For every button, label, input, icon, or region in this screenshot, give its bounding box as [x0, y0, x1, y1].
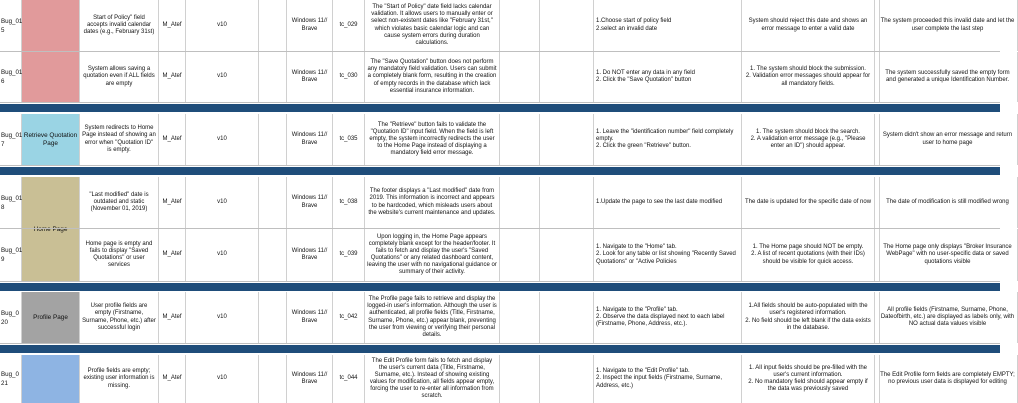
reporter-cell[interactable]: M_Atef: [159, 355, 186, 403]
steps-cell[interactable]: 1. Navigate to the "Home" tab. 2. Look for any table or list showing "Recently Saved Quotations" or "Active Policies: [594, 229, 742, 281]
empty-cell[interactable]: [540, 52, 594, 102]
table-row[interactable]: [0, 292, 1015, 344]
section-separator: [0, 283, 1000, 291]
empty-cell[interactable]: [500, 177, 540, 228]
environment-cell[interactable]: Windows 11// Brave: [287, 177, 333, 228]
reporter-cell[interactable]: M_Atef: [159, 229, 186, 281]
table-row[interactable]: [0, 177, 1009, 229]
bug-id-cell[interactable]: Bug_01 9: [0, 229, 22, 281]
expected-result-cell[interactable]: 1. The system should block the submission. 2. Validation error messages should appear for all mandatory fields.: [742, 52, 875, 102]
version-cell[interactable]: v10: [186, 177, 259, 228]
expected-result-cell[interactable]: 1.All fields should be auto-populated with the user's registered information. 2. No field should be left blank if the data exists in the database.: [742, 292, 875, 343]
module-spacer: [22, 114, 80, 165]
empty-cell[interactable]: [540, 355, 594, 403]
steps-cell[interactable]: 1. Navigate to the "Edit Profile" tab. 2. Inspect the input fields (Firstname, Surname, Address, etc.): [594, 355, 742, 403]
reporter-cell[interactable]: M_Atef: [159, 52, 186, 102]
testcase-cell[interactable]: tc_030: [333, 52, 365, 102]
testcase-cell[interactable]: tc_035: [333, 114, 365, 165]
module-cell-home-page[interactable]: Home Page: [22, 177, 80, 282]
testcase-cell[interactable]: tc_044: [333, 355, 365, 403]
expected-result-cell[interactable]: 1. All input fields should be pre-filled with the user's current information. 2. No mandatory field should appear empty if the data was previously saved: [742, 355, 875, 403]
testcase-cell[interactable]: tc_038: [333, 177, 365, 228]
environment-cell[interactable]: Windows 11// Brave: [287, 0, 333, 51]
bug-id-cell[interactable]: Bug_0 20: [0, 292, 22, 343]
description-cell[interactable]: The "Save Quotation" button does not perform any mandatory field validation. Users can submit a completely blank form, resulting in the creation of empty records in the database which lack essential insurance information.: [365, 52, 500, 102]
empty-cell[interactable]: [540, 114, 594, 165]
bug-id-cell[interactable]: Bug_01 5: [0, 0, 22, 51]
empty-cell[interactable]: [500, 0, 540, 51]
testcase-cell[interactable]: tc_039: [333, 229, 365, 281]
steps-cell[interactable]: 1. Navigate to the "Profile" tab. 2. Observe the data displayed next to each label (Firstname, Phone, Address, etc.).: [594, 292, 742, 343]
version-cell[interactable]: v10: [186, 114, 259, 165]
module-cell-retrieve-quotation[interactable]: Retrieve Quotation Page: [22, 114, 80, 166]
environment-cell[interactable]: Windows 11// Brave: [287, 114, 333, 165]
empty-cell[interactable]: [259, 114, 287, 165]
section-separator: [0, 104, 1000, 112]
steps-cell[interactable]: 1. Do NOT enter any data in any field 2. Click the "Save Quotation" button: [594, 52, 742, 102]
bug-title-cell[interactable]: System redirects to Home Page instead of showing an error when "Quotation ID" is empty.: [80, 114, 159, 165]
actual-result-cell[interactable]: The Home page only displays "Broker Insurance WebPage" with no user-specific data or saved quotations visible: [878, 229, 1018, 281]
module-spacer: [22, 355, 80, 403]
empty-cell[interactable]: [540, 177, 594, 228]
testcase-cell[interactable]: tc_042: [333, 292, 365, 343]
empty-cell[interactable]: [259, 52, 287, 102]
module-spacer: [22, 52, 80, 102]
actual-result-cell[interactable]: The system proceeded this invalid date and let the user complete the last step: [878, 0, 1018, 51]
bug-title-cell[interactable]: Home page is empty and fails to display "Saved Quotations" or user services: [80, 229, 159, 281]
section-separator: [0, 167, 1000, 175]
steps-cell[interactable]: 1. Leave the "identification number" field completely empty. 2. Click the green "Retrieve" button.: [594, 114, 742, 165]
reporter-cell[interactable]: M_Atef: [159, 177, 186, 228]
actual-result-cell[interactable]: System didn't show an error message and return user to home page: [878, 114, 1018, 165]
version-cell[interactable]: v10: [186, 52, 259, 102]
module-spacer: [22, 229, 80, 281]
version-cell[interactable]: v10: [186, 292, 259, 343]
description-cell[interactable]: The footer displays a "Last modified" date from 2019. This information is incorrect and appears to be hardcoded, which misleads users about the website's current maintenance and updates.: [365, 177, 500, 228]
testcase-cell[interactable]: tc_029: [333, 0, 365, 51]
table-row[interactable]: [0, 355, 1015, 403]
steps-cell[interactable]: 1.Choose start of policy field 2.select an invalid date: [594, 0, 742, 51]
empty-cell[interactable]: [500, 114, 540, 165]
expected-result-cell[interactable]: System should reject this date and shows an error message to enter a valid date: [742, 0, 875, 51]
environment-cell[interactable]: Windows 11// Brave: [287, 355, 333, 403]
bug-title-cell[interactable]: Profile fields are empty; existing user information is missing.: [80, 355, 159, 403]
section-separator: [0, 345, 1000, 353]
table-row[interactable]: [0, 229, 1012, 282]
empty-cell[interactable]: [259, 292, 287, 343]
empty-cell[interactable]: [259, 229, 287, 281]
empty-cell[interactable]: [540, 229, 594, 281]
module-spacer: [22, 0, 80, 51]
environment-cell[interactable]: Windows 11// Brave: [287, 52, 333, 102]
empty-cell[interactable]: [540, 0, 594, 51]
description-cell[interactable]: The "Start of Policy" date field lacks calendar validation. It allows users to manually enter or select non-existent dates like "February 31st," which violates basic calendar logic and can cause system errors during duration calculations.: [365, 0, 500, 51]
module-spacer: [22, 177, 80, 228]
version-cell[interactable]: v10: [186, 355, 259, 403]
bug-title-cell[interactable]: System allows saving a quotation even if ALL fields are empty: [80, 52, 159, 102]
empty-cell[interactable]: [540, 292, 594, 343]
description-cell[interactable]: The Profile page fails to retrieve and display the logged-in user's information. Although the user is authenticated, all profile fields (Title, Firstname, Surname, Phone, etc.) appear blank, preventing the user from viewing or verifying their personal details.: [365, 292, 500, 343]
expected-result-cell[interactable]: 1. The Home page should NOT be empty. 2. A list of recent quotations (with their IDs) should be visible for quick access.: [742, 229, 875, 281]
reporter-cell[interactable]: M_Atef: [159, 0, 186, 51]
environment-cell[interactable]: Windows 11// Brave: [287, 229, 333, 281]
bug-title-cell[interactable]: "Last modified" date is outdated and static (November 01, 2019): [80, 177, 159, 228]
description-cell[interactable]: The Edit Profile form fails to fetch and display the user's current data (Title, Firstname, Surname, etc.). Instead of showing existing values for modification, all fields appear empty, forcing the user to re-enter all information from scratch.: [365, 355, 500, 403]
description-cell[interactable]: The "Retrieve" button fails to validate the "Quotation ID" input field. When the field is left empty, the system incorrectly redirects the user to the Home Page instead of displaying a mandatory field error message.: [365, 114, 500, 165]
table-row[interactable]: [0, 0, 1015, 52]
empty-cell[interactable]: [259, 0, 287, 51]
version-cell[interactable]: v10: [186, 229, 259, 281]
empty-cell[interactable]: [259, 177, 287, 228]
environment-cell[interactable]: Windows 11// Brave: [287, 292, 333, 343]
module-cell-profile-page[interactable]: Profile Page: [22, 292, 80, 344]
table-row[interactable]: [0, 52, 1010, 103]
bug-id-cell[interactable]: Bug_01 8: [0, 177, 22, 228]
empty-cell[interactable]: [500, 292, 540, 343]
bug-id-cell[interactable]: Bug_01 6: [0, 52, 22, 102]
bug-id-cell[interactable]: Bug_01 7: [0, 114, 22, 165]
empty-cell[interactable]: [259, 355, 287, 403]
bug-title-cell[interactable]: Start of Policy" field accepts invalid calendar dates (e.g., February 31st): [80, 0, 159, 51]
empty-cell[interactable]: [500, 229, 540, 281]
bug-id-cell[interactable]: Bug_0 21: [0, 355, 22, 403]
actual-result-cell[interactable]: The Edit Profile form fields are completely EMPTY; no previous user data is displayed for editing: [878, 355, 1018, 403]
bug-title-cell[interactable]: User profile fields are empty (Firstname, Surname, Phone, etc.) after successful login: [80, 292, 159, 343]
reporter-cell[interactable]: M_Atef: [159, 292, 186, 343]
version-cell[interactable]: v10: [186, 0, 259, 51]
steps-cell[interactable]: 1.Update the page to see the last date modified: [594, 177, 742, 228]
module-spacer: [22, 292, 80, 343]
expected-result-cell[interactable]: 1. The system should block the search. 2. A validation error message (e.g., "Please enter an ID") should appear.: [742, 114, 875, 165]
empty-cell[interactable]: [500, 52, 540, 102]
empty-cell[interactable]: [500, 355, 540, 403]
reporter-cell[interactable]: M_Atef: [159, 114, 186, 165]
expected-result-cell[interactable]: The date is updated for the specific date of now: [742, 177, 875, 228]
actual-result-cell[interactable]: The system successfully saved the empty form and generated a unique Identification Number.: [878, 52, 1018, 102]
actual-result-cell[interactable]: The date of modification is still modified wrong: [878, 177, 1018, 228]
table-row[interactable]: [0, 114, 1013, 166]
actual-result-cell[interactable]: All profile fields (Firstname, Surname, Phone, Dateofbirth, etc.) are displayed as labels only, with NO actual data values visible: [878, 292, 1018, 343]
description-cell[interactable]: Upon logging in, the Home Page appears completely blank except for the header/footer. It fails to fetch and display the user's "Saved Quotations" or any related dashboard content, leaving the user with no navigational guidance or summary of their activity.: [365, 229, 500, 281]
